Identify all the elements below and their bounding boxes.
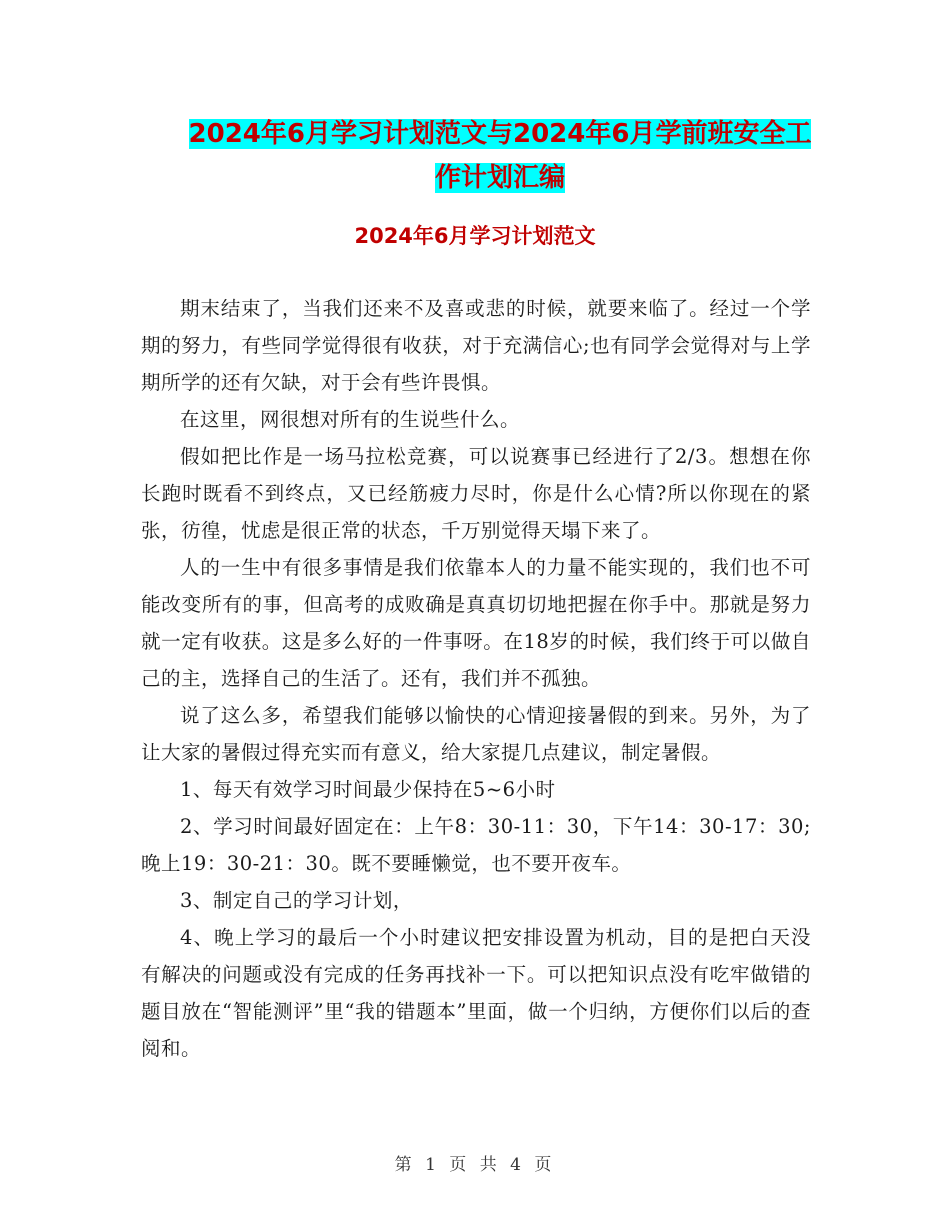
paragraph: 在这里，网很想对所有的生说些什么。 xyxy=(180,408,521,431)
list-item: 2、学习时间最好固定在：上午8：30-11：30，下午14：30-17：30;晚上19：30-21：30。既不要睡懒觉，也不要开夜车。 xyxy=(141,815,811,875)
paragraph: 假如把比作是一场马拉松竞赛，可以说赛事已经进行了2/3。想想在你长跑时既看不到终点，又已经筋疲力尽时，你是什么心情?所以你现在的紧张，彷徨，忧虑是很正常的状态，千万别觉得天塌下来了。 xyxy=(141,445,811,542)
list-item: 3、制定自己的学习计划， xyxy=(180,889,413,912)
page-footer: 第 1 页 共 4 页 xyxy=(394,1155,556,1175)
list-item: 1、每天有效学习时间最少保持在5~6小时 xyxy=(180,778,556,801)
list-item: 4、晚上学习的最后一个小时建议把安排设置为机动，目的是把白天没有解决的问题或没有完成的任务再找补一下。可以把知识点没有吃牢做错的题目放在“智能测评”里“我的错题本”里面，做一个归纳，方便你们以后的查阅和。 xyxy=(141,926,811,1060)
document-title-line-2: 作计划汇编 xyxy=(434,163,565,193)
section-title: 2024年6月学习计划范文 xyxy=(354,224,596,248)
paragraph: 人的一生中有很多事情是我们依靠本人的力量不能实现的，我们也不可能改变所有的事，但高考的成败确是真真切切地把握在你手中。那就是努力就一定有收获。这是多么好的一件事呀。在18岁的时候，我们终于可以做自己的主，选择自己的生活了。还有，我们并不孤独。 xyxy=(141,556,811,690)
paragraph: 期末结束了，当我们还来不及喜或悲的时候，就要来临了。经过一个学期的努力，有些同学觉得很有收获，对于充满信心;也有同学会觉得对与上学期所学的还有欠缺，对于会有些许畏惧。 xyxy=(141,297,811,394)
paragraph: 说了这么多，希望我们能够以愉快的心情迎接暑假的到来。另外，为了让大家的暑假过得充实而有意义，给大家提几点建议，制定暑假。 xyxy=(141,704,811,764)
document-title xyxy=(140,112,860,200)
document-body xyxy=(141,290,811,1067)
document-title-line-1: 2024年6月学习计划范文与2024年6月学前班安全工 xyxy=(188,119,812,149)
